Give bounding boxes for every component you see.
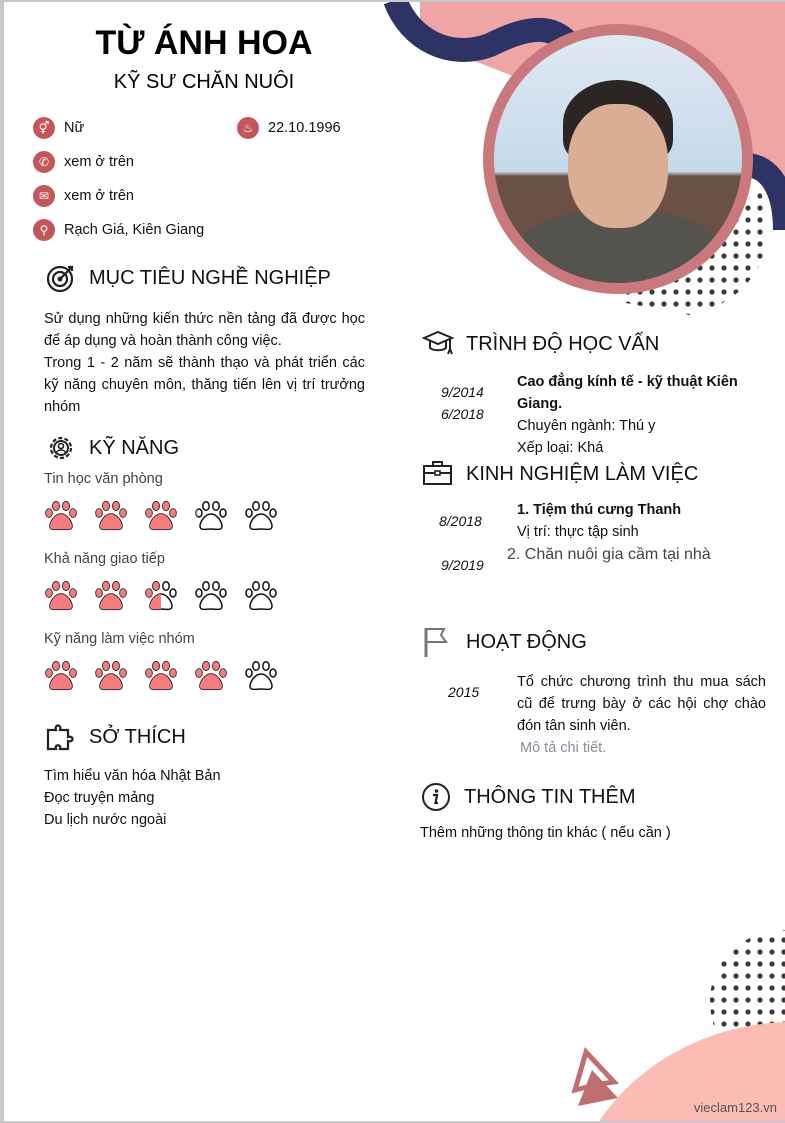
objective-line: Trong 1 - 2 năm sẽ thành thạo và phát triển các kỹ năng chuyên môn, thăng tiến lên vị trí trưởng nhóm xyxy=(44,355,365,415)
paw-rating-icon xyxy=(194,580,228,614)
job-title: 2. Chăn nuôi gia cầm tại nhà xyxy=(507,546,711,563)
job-role: Vị trí: thực tập sinh xyxy=(517,524,639,540)
gear-icon xyxy=(45,432,77,464)
candidate-name: TỪ ÁNH HOA xyxy=(95,24,313,62)
section-title: HOẠT ĐỘNG xyxy=(466,630,587,653)
skill-name: Kỹ năng làm việc nhóm xyxy=(44,631,195,647)
contact-email xyxy=(33,185,134,207)
flag-icon xyxy=(422,626,454,658)
contact-gender xyxy=(33,117,84,139)
hobbies-list xyxy=(44,765,221,831)
email-value: xem ở trên xyxy=(64,188,134,204)
watermark: vieclam123.vn xyxy=(693,1100,777,1115)
briefcase-icon xyxy=(422,458,454,490)
paw-rating-icon xyxy=(244,580,278,614)
section-title: SỞ THÍCH xyxy=(89,725,186,748)
job-title: KỸ SƯ CHĂN NUÔI xyxy=(113,71,295,93)
phone-value: xem ở trên xyxy=(64,154,134,170)
graduation-cap-icon xyxy=(422,328,454,360)
email-icon: ✉ xyxy=(33,185,55,207)
paw-rating-icon xyxy=(44,500,78,534)
gender-icon: ⚥ xyxy=(33,117,55,139)
experience-details xyxy=(517,499,681,543)
experience-start-date: 8/2018 xyxy=(439,513,482,529)
target-icon xyxy=(45,262,77,294)
education-end-date: 6/2018 xyxy=(441,406,484,422)
skill-rating xyxy=(44,580,278,614)
activities-heading xyxy=(422,626,587,658)
section-title: THÔNG TIN THÊM xyxy=(464,785,636,808)
location-icon: ⚲ xyxy=(33,219,55,241)
grade: Xếp loại: Khá xyxy=(517,440,604,456)
contact-phone xyxy=(33,151,134,173)
paw-rating-icon xyxy=(44,580,78,614)
activity-detail-placeholder: Mô tả chi tiết. xyxy=(520,740,607,756)
skill-rating xyxy=(44,660,278,694)
objective-heading xyxy=(45,262,331,294)
extra-heading xyxy=(420,781,635,813)
section-title: KINH NGHIỆM LÀM VIỆC xyxy=(466,462,699,485)
contact-birthday xyxy=(237,117,341,139)
paw-rating-icon xyxy=(144,660,178,694)
objective-text xyxy=(44,308,365,418)
contact-address xyxy=(33,219,204,241)
hobbies-heading xyxy=(45,721,186,753)
education-start-date: 9/2014 xyxy=(441,384,484,400)
puzzle-icon xyxy=(45,721,77,753)
section-title: TRÌNH ĐỘ HỌC VẤN xyxy=(466,332,660,355)
paw-rating-icon xyxy=(144,500,178,534)
education-details xyxy=(517,371,785,459)
birthday-value: 22.10.1996 xyxy=(268,120,341,136)
skill-name: Khả năng giao tiếp xyxy=(44,551,165,567)
section-title: KỸ NĂNG xyxy=(89,436,180,459)
major: Chuyên ngành: Thú y xyxy=(517,418,656,434)
profile-photo xyxy=(483,24,753,294)
experience-heading xyxy=(422,458,698,490)
skill-name: Tin học văn phòng xyxy=(44,471,163,487)
school-name: Cao đẳng kính tế - kỹ thuật Kiên Giang. xyxy=(517,374,738,412)
hobby-item: Du lịch nước ngoài xyxy=(44,812,167,828)
paw-rating-icon xyxy=(194,500,228,534)
experience-end-date: 9/2019 xyxy=(441,557,484,573)
paw-rating-icon xyxy=(144,580,178,614)
objective-line: Sử dụng những kiến thức nền tảng đã được học để áp dụng và hoàn thành công việc. xyxy=(44,311,365,349)
hobby-item: Tìm hiểu văn hóa Nhật Bản xyxy=(44,768,221,784)
paw-rating-icon xyxy=(244,500,278,534)
paw-rating-icon xyxy=(194,660,228,694)
skills-heading xyxy=(45,432,179,464)
paw-rating-icon xyxy=(44,660,78,694)
paw-rating-icon xyxy=(94,580,128,614)
paw-rating-icon xyxy=(94,660,128,694)
birthday-cake-icon: ♨ xyxy=(237,117,259,139)
paw-rating-icon xyxy=(244,660,278,694)
section-title: MỤC TIÊU NGHỀ NGHIỆP xyxy=(89,266,331,289)
hobby-item: Đọc truyện mảng xyxy=(44,790,155,806)
job-title: 1. Tiệm thú cưng Thanh xyxy=(517,502,682,518)
skill-rating xyxy=(44,500,278,534)
address-value: Rạch Giá, Kiên Giang xyxy=(64,222,205,238)
paw-rating-icon xyxy=(94,500,128,534)
info-icon xyxy=(420,781,452,813)
extra-info-text: Thêm những thông tin khác ( nếu cần ) xyxy=(420,825,671,841)
activity-description: Tổ chức chương trình thu mua sách cũ để trưng bày ở các hội chợ chào đón tân sinh viên. xyxy=(517,674,766,734)
activity-date: 2015 xyxy=(448,684,480,700)
phone-icon: ✆ xyxy=(33,151,55,173)
education-heading xyxy=(422,328,659,360)
gender-value: Nữ xyxy=(64,120,85,136)
